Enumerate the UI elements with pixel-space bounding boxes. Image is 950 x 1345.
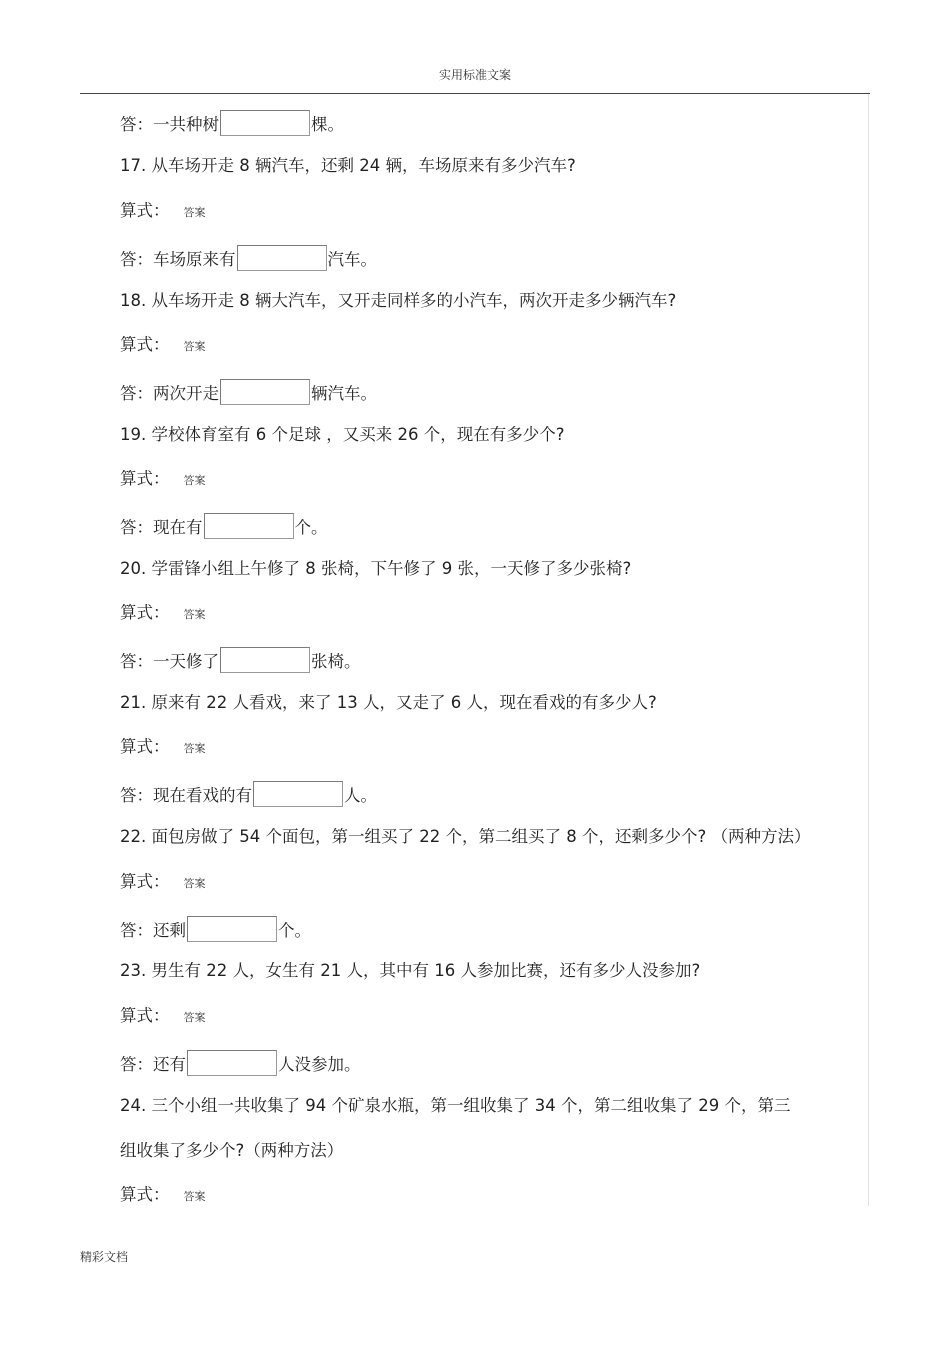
answer-suffix: 人没参加。 bbox=[278, 1055, 361, 1074]
answer-hint: 答案 bbox=[183, 1011, 206, 1024]
answer-box[interactable] bbox=[220, 647, 310, 673]
question-text: 17. 从车场开走 8 辆汽车，还剩 24 辆，车场原来有多少汽车? bbox=[120, 156, 576, 175]
answer-prefix: 答：现在有 bbox=[120, 518, 203, 537]
answer-row bbox=[120, 647, 361, 673]
formula-row bbox=[120, 334, 206, 358]
right-margin-line bbox=[868, 94, 869, 1206]
answer-box[interactable] bbox=[187, 916, 277, 942]
formula-label: 算式： bbox=[120, 737, 170, 756]
answer-suffix: 棵。 bbox=[311, 115, 344, 134]
formula-label: 算式： bbox=[120, 469, 170, 488]
answer-hint: 答案 bbox=[183, 1190, 206, 1203]
formula-row bbox=[120, 1005, 206, 1029]
answer-row bbox=[120, 110, 344, 136]
answer-row bbox=[120, 781, 377, 807]
formula-row bbox=[120, 602, 206, 626]
question-text: 19. 学校体育室有 6 个足球 ，又买来 26 个，现在有多少个? bbox=[120, 425, 565, 444]
answer-box[interactable] bbox=[237, 245, 327, 271]
answer-box[interactable] bbox=[204, 513, 294, 539]
answer-box[interactable] bbox=[187, 1050, 277, 1076]
formula-label: 算式： bbox=[120, 1185, 170, 1204]
formula-label: 算式： bbox=[120, 335, 170, 354]
page-header: 实用标准文案 bbox=[438, 68, 511, 82]
page-footer: 精彩文档 bbox=[80, 1250, 129, 1264]
answer-hint: 答案 bbox=[183, 340, 206, 353]
answer-prefix: 答：一天修了 bbox=[120, 652, 219, 671]
formula-label: 算式： bbox=[120, 603, 170, 622]
answer-hint: 答案 bbox=[183, 608, 206, 621]
answer-suffix: 个。 bbox=[278, 921, 311, 940]
answer-suffix: 张椅。 bbox=[311, 652, 361, 671]
answer-box[interactable] bbox=[220, 379, 310, 405]
formula-row bbox=[120, 200, 206, 224]
answer-row bbox=[120, 1050, 361, 1076]
answer-prefix: 答：一共种树 bbox=[120, 115, 219, 134]
answer-prefix: 答：车场原来有 bbox=[120, 250, 236, 269]
answer-prefix: 答：现在看戏的有 bbox=[120, 786, 252, 805]
question-text: 22. 面包房做了 54 个面包，第一组买了 22 个，第二组买了 8 个，还剩多少个? （两种方法） bbox=[120, 827, 811, 846]
answer-row bbox=[120, 916, 311, 942]
header-divider bbox=[80, 93, 870, 94]
answer-suffix: 辆汽车。 bbox=[311, 384, 377, 403]
question-text: 23. 男生有 22 人，女生有 21 人，其中有 16 人参加比赛，还有多少人没参加? bbox=[120, 961, 701, 980]
answer-prefix: 答：两次开走 bbox=[120, 384, 219, 403]
answer-row bbox=[120, 379, 377, 405]
question-text: 18. 从车场开走 8 辆大汽车，又开走同样多的小汽车，两次开走多少辆汽车? bbox=[120, 291, 677, 310]
question-text: 21. 原来有 22 人看戏，来了 13 人，又走了 6 人，现在看戏的有多少人? bbox=[120, 693, 657, 712]
formula-label: 算式： bbox=[120, 872, 170, 891]
answer-suffix: 汽车。 bbox=[327, 250, 377, 269]
question-text: 20. 学雷锋小组上午修了 8 张椅，下午修了 9 张，一天修了多少张椅? bbox=[120, 559, 632, 578]
formula-row bbox=[120, 736, 206, 760]
question-text: 组收集了多少个?（两种方法） bbox=[120, 1141, 344, 1160]
answer-prefix: 答：还有 bbox=[120, 1055, 186, 1074]
answer-hint: 答案 bbox=[183, 742, 206, 755]
formula-row bbox=[120, 468, 206, 492]
answer-hint: 答案 bbox=[183, 206, 206, 219]
answer-hint: 答案 bbox=[183, 877, 206, 890]
answer-row bbox=[120, 245, 377, 271]
question-text: 24. 三个小组一共收集了 94 个矿泉水瓶，第一组收集了 34 个，第二组收集了 29 个，第三 bbox=[120, 1096, 791, 1115]
answer-box[interactable] bbox=[220, 110, 310, 136]
answer-prefix: 答：还剩 bbox=[120, 921, 186, 940]
formula-label: 算式： bbox=[120, 201, 170, 220]
answer-row bbox=[120, 513, 328, 539]
formula-row bbox=[120, 1184, 206, 1208]
answer-suffix: 个。 bbox=[294, 518, 328, 537]
answer-suffix: 人。 bbox=[344, 786, 377, 805]
answer-hint: 答案 bbox=[183, 474, 206, 487]
answer-box[interactable] bbox=[253, 781, 343, 807]
formula-row bbox=[120, 871, 206, 895]
formula-label: 算式： bbox=[120, 1006, 170, 1025]
